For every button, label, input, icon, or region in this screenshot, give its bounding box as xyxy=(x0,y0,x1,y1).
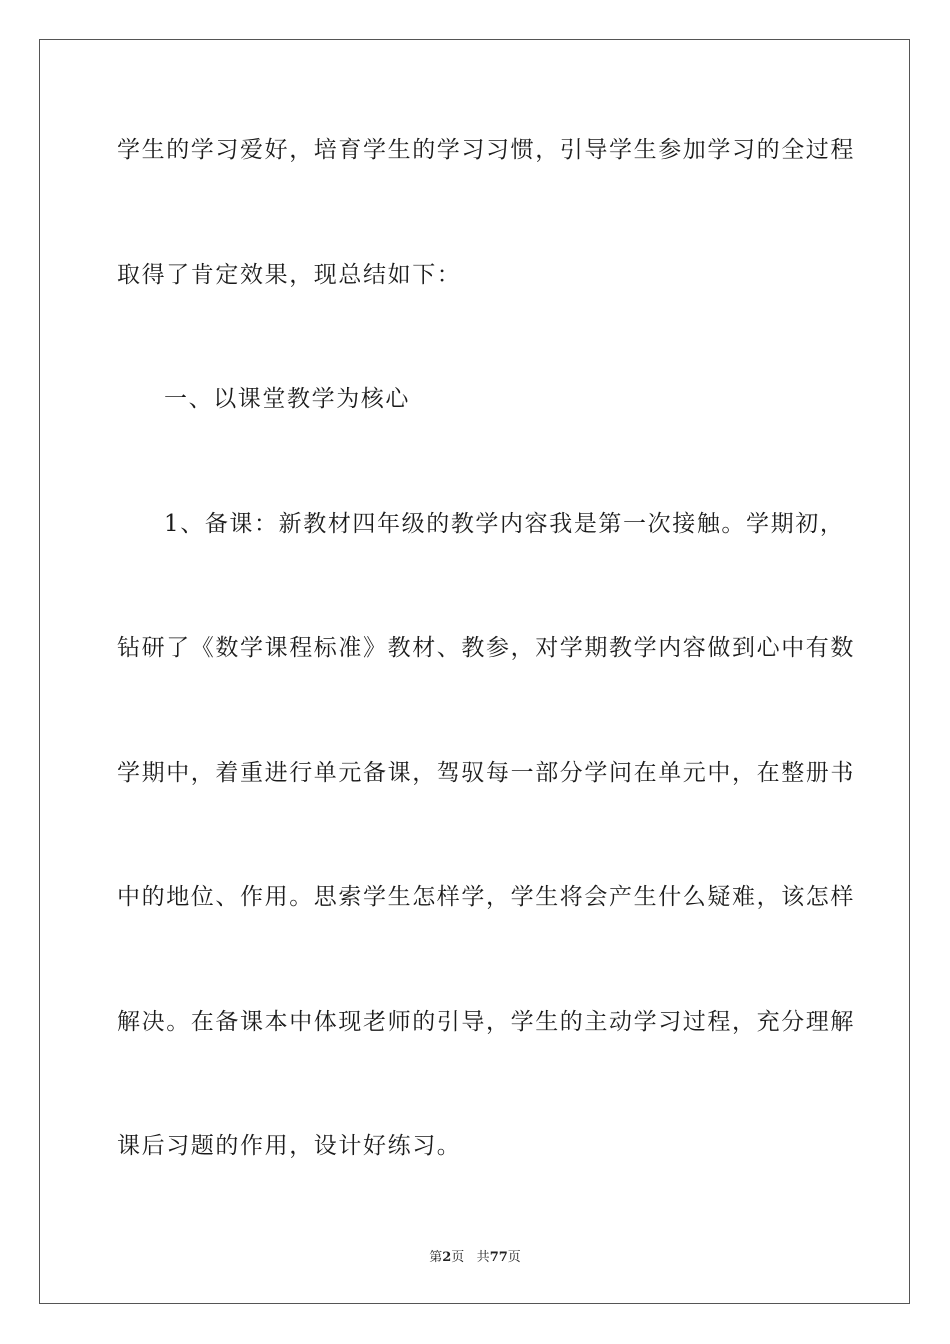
page-border xyxy=(39,39,910,1304)
body-line-7: 中的地位、作用。思索学生怎样学，学生将会产生什么疑难，该怎样 xyxy=(117,884,855,910)
body-line-5: 钻研了《数学课程标准》教材、教参，对学期教学内容做到心中有数 xyxy=(117,635,855,661)
body-line-4: 1、备课：新教材四年级的教学内容我是第一次接触。学期初， xyxy=(164,511,845,537)
body-line-9: 课后习题的作用，设计好练习。 xyxy=(117,1133,462,1159)
section-heading: 一、以课堂教学为核心 xyxy=(164,386,410,412)
body-line-8: 解决。在备课本中体现老师的引导，学生的主动学习过程，充分理解 xyxy=(117,1009,855,1035)
footer-total-prefix: 共 xyxy=(476,1250,490,1265)
footer-page-prefix: 第 xyxy=(429,1250,443,1265)
page-footer xyxy=(0,1246,950,1265)
footer-page-suffix: 页 xyxy=(451,1250,465,1265)
footer-total-suffix: 页 xyxy=(507,1250,521,1265)
footer-page-number: 2 xyxy=(442,1250,452,1265)
body-line-2: 取得了肯定效果，现总结如下： xyxy=(117,262,462,288)
body-line-6: 学期中，着重进行单元备课，驾驭每一部分学问在单元中，在整册书 xyxy=(117,760,855,786)
body-line-1: 学生的学习爱好，培育学生的学习习惯，引导学生参加学习的全过程 xyxy=(117,137,855,163)
footer-total-pages: 77 xyxy=(489,1250,508,1265)
